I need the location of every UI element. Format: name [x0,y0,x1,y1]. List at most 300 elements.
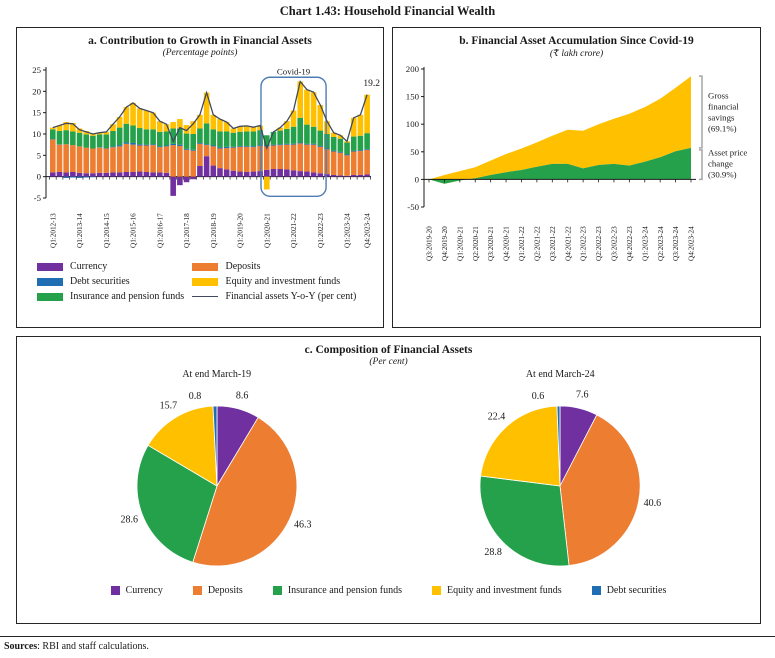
bar-segment [170,145,176,177]
pie-value-label: 0.6 [532,391,545,402]
legend-label: Equity and investment funds [225,276,341,287]
bar-segment [184,149,190,150]
bar-segment [304,145,310,172]
bar-segment [157,172,163,176]
bar-segment [364,133,370,149]
bar-segment [338,152,344,153]
bar-segment [297,143,303,144]
area-chart-svg [394,61,759,269]
bar-segment [83,173,89,176]
legend-item [37,276,192,287]
bar-segment [277,131,283,145]
bar-segment [137,108,143,128]
bar-segment [137,146,143,172]
bar-segment [344,176,350,177]
bar-segment [338,139,344,152]
bar-segment [150,144,156,145]
bar-segment [197,128,203,143]
y-axis-tick-label: 50 [410,146,419,157]
panel-b-title: b. Financial Asset Accumulation Since Covid-19 [459,35,694,47]
legend-swatch [193,586,202,595]
legend-item [111,585,163,596]
bar-segment [217,168,223,177]
bar-segment [277,169,283,177]
panel-b-chart [393,61,760,274]
x-axis-tick-label: Q4:2019-20 [441,226,449,261]
bar-segment [50,128,56,130]
x-axis-tick-label: Q3:2021-22 [548,226,557,261]
legend-swatch [37,278,63,286]
bar-segment [130,145,136,172]
bar-segment [204,156,210,176]
bar-segment [331,151,337,174]
bar-segment [117,128,123,145]
pie-block-march-24 [390,369,730,585]
annotation-text: Asset price [708,147,748,158]
bar-segment [358,115,364,136]
bar-segment [351,137,357,151]
x-axis-tick-label: Q1:2022-23 [316,213,325,248]
bar-segment [117,172,123,176]
bar-segment [304,144,310,145]
bar-segment [297,118,303,143]
x-axis-tick-label: Q1:2018-19 [209,213,218,248]
bar-segment [271,145,277,146]
legend-item [192,261,375,272]
bar-segment [110,172,116,176]
y-axis-tick-label: 10 [32,129,41,139]
bar-chart-svg [19,60,381,252]
bar-segment [197,143,203,144]
bar-segment [144,145,150,146]
bar-segment [130,125,136,142]
panel-a-legend [17,257,383,302]
pie-value-label: 28.8 [484,547,503,558]
panel-c-legend [17,585,760,596]
legend-label: Equity and investment funds [446,585,562,596]
sources-text: : RBI and staff calculations. [37,641,149,652]
bar-segment [271,146,277,169]
panel-a-chart [17,60,383,257]
bar-segment [338,175,344,176]
bar-segment [170,177,176,196]
bar-segment [157,121,163,132]
legend-label: Insurance and pension funds [70,291,185,302]
bar-segment [351,151,357,152]
bar-segment [251,172,257,177]
bar-segment [351,151,357,174]
bar-segment [224,147,230,148]
pie-header-march-19: At end March-19 [182,369,252,380]
bar-segment [217,131,223,147]
bar-segment [231,147,237,148]
x-axis-tick-label: Q1:2015-16 [129,213,138,248]
x-axis-tick-label: Q4:2021-22 [564,226,573,261]
legend-label: Currency [125,585,163,596]
bar-segment [50,129,56,139]
bar-segment [318,147,324,173]
end-value-label: 19.2 [363,79,380,90]
bar-segment [304,125,310,144]
bar-segment [358,150,364,151]
bar-segment [358,175,364,177]
y-axis-tick-label: 150 [405,91,419,102]
legend-swatch [192,278,218,286]
pie-value-label: 7.6 [576,389,589,401]
panel-a-subtitle: (Percentage points) [162,48,238,58]
bar-segment [177,145,183,146]
bar-segment [224,131,230,146]
bar-segment [217,149,223,169]
panel-c [16,336,761,624]
bar-segment [344,143,350,155]
bar-segment [324,134,330,149]
bar-segment [277,144,283,145]
bar-segment [117,145,123,146]
bar-segment [110,147,116,172]
bar-segment [284,169,290,176]
bar-segment [237,146,243,147]
bar-segment [284,145,290,170]
bar-segment [124,143,130,144]
bar-segment [70,172,76,177]
bar-segment [63,130,69,144]
bar-segment [130,143,136,145]
bar-segment [57,145,63,172]
bar-segment [124,144,130,172]
x-axis-tick-label: Q1:2023-24 [343,213,352,248]
legend-label: Deposits [207,585,243,596]
bar-segment [184,177,190,183]
annotation-text: Gross [708,90,729,101]
bar-segment [324,121,330,134]
bar-segment [224,169,230,176]
legend-item [192,276,375,287]
bar-segment [184,134,190,149]
bar-segment [164,173,170,177]
pie-value-label: 15.7 [159,400,177,412]
bar-segment [90,173,96,176]
bar-segment [264,170,270,177]
bar-segment [97,134,103,147]
bar-segment [231,133,237,147]
bar-segment [204,123,210,144]
bar-segment [204,145,210,156]
bar-segment [297,143,303,171]
x-axis-tick-label: Q1:2012-13 [49,213,58,248]
pie-value-label: 22.4 [488,411,506,423]
bar-segment [144,146,150,172]
legend-item [273,585,402,596]
annotation-bracket [699,76,702,148]
bar-segment [97,173,103,177]
bar-segment [217,119,223,131]
legend-label: Financial assets Y-o-Y (per cent) [225,291,357,302]
x-axis-tick-label: Q2:2023-24 [656,226,665,261]
bar-segment [304,90,310,125]
bar-segment [150,145,156,172]
bar-segment [170,144,176,145]
y-axis-tick-label: 15 [32,107,41,118]
pie-value-label: 46.3 [293,519,312,531]
bar-segment [257,171,263,177]
bar-segment [351,118,357,137]
y-axis-tick-label: 5 [36,150,41,161]
x-axis-tick-label: Q2:2020-21 [471,226,480,261]
bar-segment [244,131,250,146]
bar-segment [97,148,103,173]
legend-line-swatch [192,296,218,297]
legend-item [37,261,192,272]
bar-segment [358,136,364,151]
bar-segment [284,144,290,145]
legend-item [193,585,243,596]
bar-segment [190,151,196,177]
x-axis-tick-label: Q4:2023-24 [687,226,696,261]
legend-swatch [37,263,63,271]
bar-segment [291,145,297,171]
bar-segment [338,153,344,176]
pie-svg [47,380,387,580]
legend-item [592,585,667,596]
annotation-text: (69.1%) [708,123,737,134]
bar-segment [190,134,196,150]
bar-segment [130,172,136,177]
panel-a-title: a. Contribution to Growth in Financial Assets [88,35,312,47]
bar-segment [90,149,96,174]
bar-segment [50,172,56,176]
legend-label: Debt securities [606,585,667,596]
bar-segment [324,149,330,150]
bar-segment [144,129,150,144]
bar-segment [324,149,330,174]
bar-segment [304,172,310,177]
bar-segment [211,146,217,165]
bar-segment [90,136,96,149]
bar-segment [224,148,230,169]
bar-segment [231,148,237,171]
bar-segment [157,146,163,147]
bar-segment [164,131,170,145]
y-axis-tick-label: 25 [32,65,41,75]
pie-chart-march-19 [47,380,387,585]
bar-segment [110,131,116,146]
bar-segment [164,146,170,172]
bar-segment [77,146,83,172]
bar-segment [311,92,317,127]
legend-item [37,291,192,302]
bar-segment [244,146,250,147]
legend-label: Deposits [225,261,261,272]
bar-segment [257,145,263,146]
bar-segment [344,154,350,155]
legend-swatch [432,586,441,595]
x-axis-tick-label: Q2:2021-22 [533,226,542,261]
legend-label: Currency [70,261,108,272]
bar-segment [318,131,324,146]
legend-item [432,585,562,596]
bar-segment [190,150,196,151]
bar-segment [244,172,250,177]
pie-block-march-19 [47,369,387,585]
x-axis-tick-label: Q1:2014-15 [102,213,111,248]
bar-segment [211,115,217,130]
bar-segment [331,137,337,151]
bar-segment [124,172,130,177]
bar-segment [217,147,223,148]
bar-segment [83,134,89,147]
legend-swatch [192,263,218,271]
bar-segment [211,129,217,145]
bar-segment [104,173,110,177]
bar-segment [70,177,76,178]
bar-segment [63,172,69,176]
footer-divider [0,636,775,637]
bar-segment [358,151,364,175]
pie-row [17,369,760,585]
annotation-bracket [699,150,702,179]
x-axis-tick-label: Q1:2021-22 [290,213,299,248]
bar-segment [237,172,243,177]
annotation-text: financial [708,101,739,112]
bar-segment [164,146,170,147]
bar-segment [277,145,283,169]
bar-segment [110,146,116,147]
bar-segment [244,147,250,172]
y-axis-tick-label: 200 [405,64,419,74]
annotation-text: savings [708,112,735,123]
bar-segment [104,149,110,173]
bar-segment [144,111,150,130]
bar-segment [291,127,297,144]
x-axis-tick-label: Q1:2016-17 [156,213,165,248]
bar-segment [311,127,317,144]
annotation-text: change [708,158,733,169]
bar-segment [190,177,196,180]
bar-segment [251,131,257,146]
bar-segment [130,103,136,126]
bar-segment [351,175,357,177]
bar-segment [251,147,257,171]
bar-segment [311,144,317,145]
bar-segment [150,129,156,144]
panel-b-subtitle: (₹ lakh crore) [549,49,604,59]
bar-segment [318,173,324,176]
bar-segment [311,145,317,173]
bar-segment [211,146,217,147]
bar-segment [150,172,156,176]
pie-svg [390,380,730,580]
bar-segment [137,172,143,177]
bar-segment [331,151,337,152]
bar-segment [257,146,263,171]
bar-segment [311,172,317,176]
x-axis-tick-label: Q3:2020-21 [487,226,496,261]
bar-segment [344,155,350,175]
bar-segment [324,174,330,177]
x-axis-tick-label: Q3:2019-20 [425,226,434,261]
bar-segment [211,166,217,177]
bar-segment [271,169,277,177]
legend-label: Debt securities [70,276,130,287]
x-axis-tick-label: Q1:2013-14 [76,213,85,248]
bar-segment [237,132,243,146]
bar-segment [231,171,237,177]
y-axis-tick-label: 0 [36,171,41,182]
bar-segment [364,175,370,177]
bar-segment [70,145,76,172]
y-axis-tick-label: 20 [32,86,41,97]
bar-segment [144,172,150,177]
bar-segment [264,177,270,190]
bar-segment [318,146,324,147]
bar-segment [57,131,63,144]
bar-segment [264,146,270,169]
bar-segment [157,147,163,172]
bar-segment [291,170,297,176]
bar-segment [364,150,370,175]
x-axis-tick-label: Q3:2023-24 [672,226,681,261]
y-axis-tick-label: -50 [407,202,419,212]
x-axis-tick-label: Q1:2023-24 [641,226,650,261]
bar-segment [197,166,203,177]
pie-value-label: 8.6 [235,390,249,402]
bar-segment [284,129,290,144]
panel-a [16,27,384,328]
bar-segment [77,173,83,177]
bar-segment [104,134,110,148]
x-axis-tick-label: Q1:2022-23 [579,226,588,261]
pie-header-march-24: At end March-24 [525,369,595,380]
sources-label: Sources [4,641,38,652]
bar-segment [63,177,69,178]
y-axis-tick-label: -5 [33,193,41,203]
bar-segment [331,175,337,177]
annotation-text: (30.9%) [708,169,737,180]
bar-segment [170,122,176,128]
x-axis-tick-label: Q1:2020-21 [456,226,465,261]
bar-segment [251,146,257,147]
bar-segment [137,144,143,145]
bar-segment [83,148,89,174]
figure-title: Chart 1.43: Household Financial Wealth [279,4,496,18]
panel-b [392,27,761,328]
bar-segment [83,177,89,178]
y-axis-tick-label: 100 [405,119,419,130]
x-axis-tick-label: Q1:2019-20 [236,213,245,248]
x-axis-tick-label: Q4:2020-21 [502,226,511,261]
bar-segment [137,128,143,144]
x-axis-tick-label: Q1:2017-18 [183,213,192,248]
bar-segment [124,124,130,143]
bar-segment [50,140,56,173]
bar-segment [70,131,76,145]
pie-chart-march-24 [390,380,730,585]
legend-swatch [111,586,120,595]
bar-segment [177,177,183,186]
pie-value-label: 28.6 [120,514,138,526]
legend-label: Insurance and pension funds [287,585,402,596]
panel-c-subtitle: (Per cent) [369,357,408,367]
bar-segment [297,171,303,177]
panel-c-title: c. Composition of Financial Assets [304,344,473,356]
bar-segment [197,144,203,166]
x-axis-tick-label: Q3:2022-23 [610,226,619,261]
bar-segment [237,147,243,172]
x-axis-tick-label: Q1:2021-22 [518,226,527,261]
x-axis-tick-label: Q4:2023-24 [363,213,372,248]
bar-segment [57,172,63,177]
